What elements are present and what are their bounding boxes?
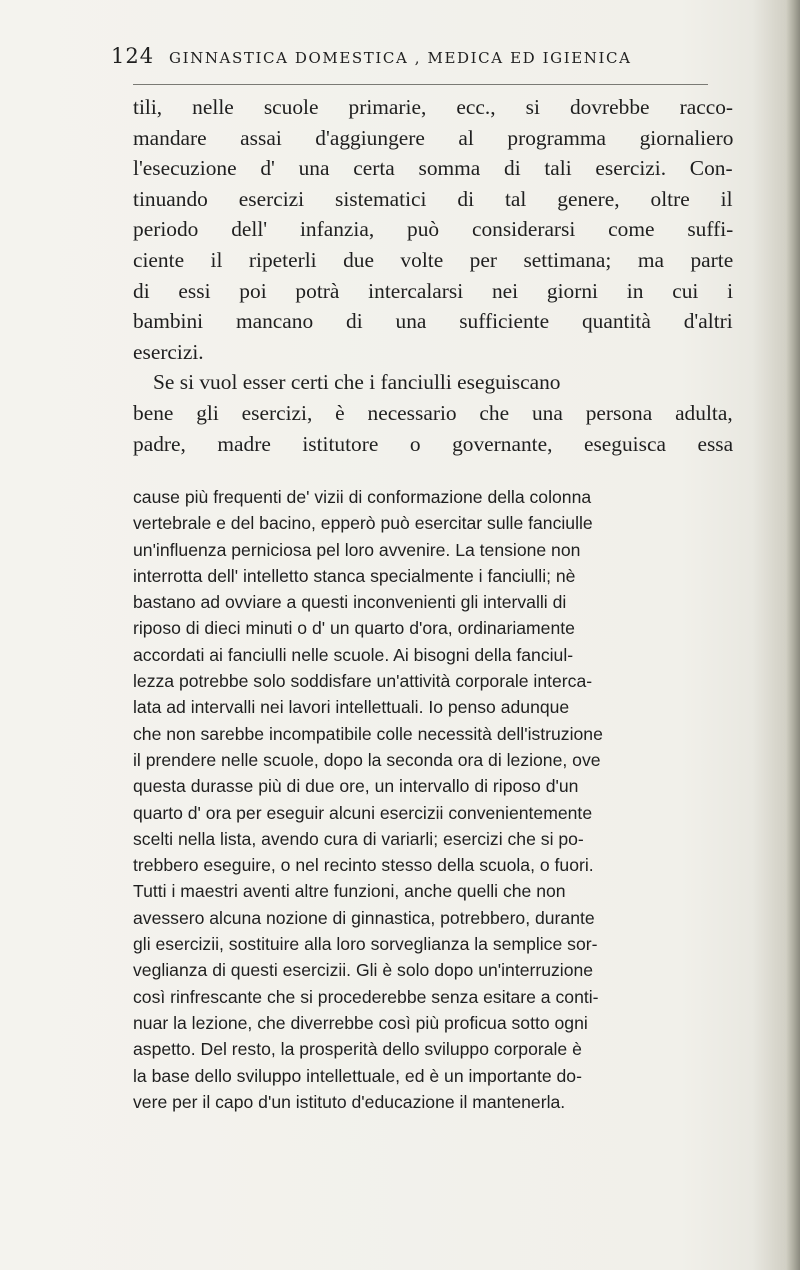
text-line: questa durasse più di due ore, un intervallo di riposo d'un bbox=[133, 776, 579, 797]
text-line: cause più frequenti de' vizii di conformazione della colonna bbox=[133, 487, 592, 507]
text-line: periodo dell' infanzia, può considerarsi come suffi- bbox=[133, 217, 734, 242]
page-header bbox=[111, 44, 751, 72]
text-line: veglianza di questi esercizii. Gli è solo dopo un'interruzione bbox=[133, 960, 594, 981]
text-line: esercizi. bbox=[133, 339, 204, 364]
text-line: ciente il ripeterli due volte per settimana; ma parte bbox=[133, 247, 734, 272]
text-line: un'influenza perniciosa pel loro avvenire. La tensione non bbox=[133, 539, 581, 560]
text-line: quarto d' ora per eseguir alcuni esercizii convenientemente bbox=[133, 802, 593, 823]
text-line: accordati ai fanciulli nelle scuole. Ai bisogni della fanciul- bbox=[133, 644, 574, 665]
text-line: mandare assai d'aggiungere al programma giornaliero bbox=[133, 125, 734, 150]
text-line: trebbero eseguire, o nel recinto stesso della scuola, o fuori. bbox=[133, 855, 594, 876]
text-line: vere per il capo d'un istituto d'educazione il mantenerla. bbox=[133, 1091, 566, 1112]
running-title: GINNASTICA DOMESTICA , MEDICA ED IGIENICA bbox=[169, 49, 632, 67]
text-line: avessero alcuna nozione di ginnastica, potrebbero, durante bbox=[133, 907, 595, 928]
large-type-paragraphs bbox=[133, 92, 733, 459]
text-line: la base dello sviluppo intellettuale, ed è un importante do- bbox=[133, 1065, 582, 1086]
text-line: tinuando esercizi sistematici di tal genere, oltre il bbox=[133, 186, 733, 211]
page-edge-shadow bbox=[786, 0, 800, 1270]
text-line: riposo di dieci minuti o d' un quarto d'ora, ordinariamente bbox=[133, 618, 575, 639]
text-line: così rinfrescante che si procederebbe senza esitare a conti- bbox=[133, 986, 599, 1007]
page-number: 124 bbox=[111, 44, 155, 68]
text-line: Tutti i maestri aventi altre funzioni, anche quelli che non bbox=[133, 881, 566, 902]
text-line: gli esercizii, sostituire alla loro sorveglianza la semplice sor- bbox=[133, 934, 598, 955]
text-line: nuar la lezione, che diverrebbe così più proficua sotto ogni bbox=[133, 1012, 588, 1033]
text-line: bene gli esercizi, è necessario che una persona adulta, bbox=[133, 400, 733, 425]
text-line: Se si vuol esser certi che i fanciulli eseguiscano bbox=[153, 370, 561, 395]
text-line: vertebrale e del bacino, epperò può esercitar sulle fanciulle bbox=[133, 513, 593, 534]
header-rule bbox=[133, 84, 708, 85]
text-line: di essi poi potrà intercalarsi nei giorni in cui i bbox=[133, 278, 734, 303]
small-type-paragraph bbox=[133, 484, 733, 1115]
text-line: interrotta dell' intelletto stanca specialmente i fanciulli; nè bbox=[133, 565, 576, 586]
text-line: aspetto. Del resto, la prosperità dello sviluppo corporale è bbox=[133, 1039, 582, 1060]
text-line: lata ad intervalli nei lavori intellettuali. Io penso adunque bbox=[133, 697, 570, 718]
text-line: bambini mancano di una sufficiente quantità d'altri bbox=[133, 309, 733, 334]
text-line: l'esecuzione d' una certa somma di tali esercizi. Con- bbox=[133, 156, 733, 181]
text-line: padre, madre istitutore o governante, eseguisca essa bbox=[133, 431, 734, 456]
text-line: scelti nella lista, avendo cura di variarli; esercizi che si po- bbox=[133, 828, 584, 849]
text-line: lezza potrebbe solo soddisfare un'attività corporale interca- bbox=[133, 671, 593, 692]
text-line: il prendere nelle scuole, dopo la seconda ora di lezione, ove bbox=[133, 749, 601, 770]
text-line: che non sarebbe incompatibile colle necessità dell'istruzione bbox=[133, 723, 603, 744]
text-line: tili, nelle scuole primarie, ecc., si dovrebbe racco- bbox=[133, 95, 734, 119]
text-line: bastano ad ovviare a questi inconvenienti gli intervalli di bbox=[133, 592, 567, 613]
